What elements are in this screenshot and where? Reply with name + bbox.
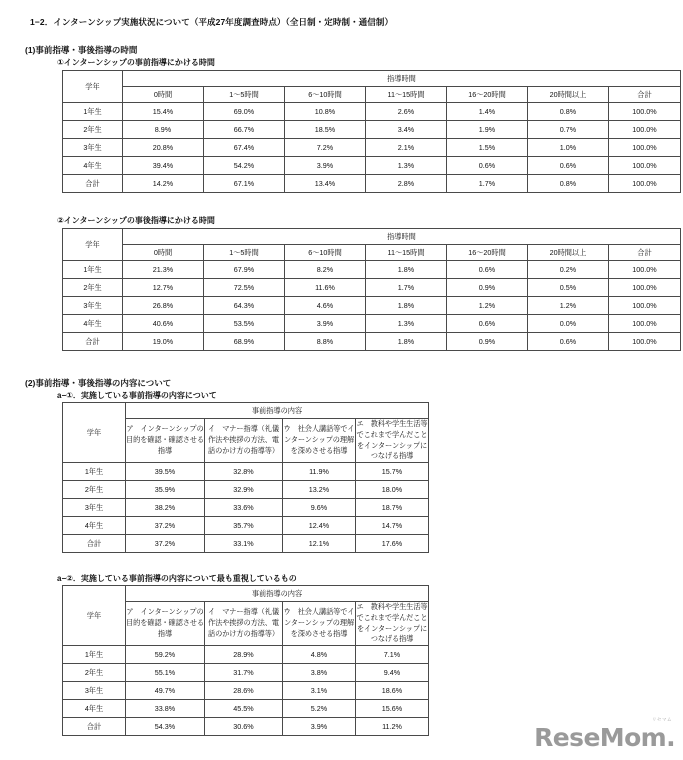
row-label: 1年生: [63, 646, 126, 664]
cell: 15.7%: [356, 463, 429, 481]
table-row: [63, 682, 429, 700]
row-label: 3年生: [63, 499, 126, 517]
table-row-total: [63, 535, 429, 553]
table-pre-guidance-hours-wrap: [62, 70, 681, 193]
cell: 21.3%: [123, 261, 204, 279]
cell: 100.0%: [609, 297, 681, 315]
row-label: 2年生: [63, 481, 126, 499]
header-cell-group: 指導時間: [123, 71, 681, 87]
cell: 12.7%: [123, 279, 204, 297]
cell: 10.8%: [285, 103, 366, 121]
header-cell-col-5: 20時間以上: [528, 245, 609, 261]
header-cell-col-0: 0時間: [123, 87, 204, 103]
header-cell-col-2: 6〜10時間: [285, 87, 366, 103]
table-header-row-group: [63, 229, 681, 245]
table-row: [63, 261, 681, 279]
table-header-row-columns: [63, 245, 681, 261]
header-cell-col-3: エ 教科や学生生活等でこれまで学んだことをインターンシップにつなげる指導: [356, 419, 429, 463]
cell: 18.5%: [285, 121, 366, 139]
cell: 1.8%: [366, 333, 447, 351]
row-label: 合計: [63, 718, 126, 736]
cell: 19.0%: [123, 333, 204, 351]
cell: 3.9%: [285, 157, 366, 175]
row-label: 4年生: [63, 157, 123, 175]
cell: 0.8%: [528, 103, 609, 121]
cell: 11.9%: [283, 463, 356, 481]
logo-wordmark: [534, 718, 675, 752]
table-row: [63, 517, 429, 535]
table-pre-guidance-priority-wrap: [62, 585, 429, 736]
table-row: [63, 297, 681, 315]
header-cell-group: 指導時間: [123, 229, 681, 245]
cell: 0.6%: [528, 157, 609, 175]
row-label: 1年生: [63, 103, 123, 121]
cell: 100.0%: [609, 315, 681, 333]
table-row: [63, 315, 681, 333]
header-cell-col-3: 11〜15時間: [366, 87, 447, 103]
cell: 67.1%: [204, 175, 285, 193]
header-cell-col-0: ア インターンシップの目的を確認・確認させる指導: [126, 419, 205, 463]
header-cell-col-1: イ マナー指導（礼儀作法や挨拶の方法、電話のかけ方の指導等）: [205, 602, 283, 646]
cell: 100.0%: [609, 333, 681, 351]
table-row: [63, 139, 681, 157]
cell: 18.7%: [356, 499, 429, 517]
cell: 37.2%: [126, 517, 205, 535]
table-row: [63, 279, 681, 297]
cell: 5.2%: [283, 700, 356, 718]
cell: 13.2%: [283, 481, 356, 499]
cell: 67.4%: [204, 139, 285, 157]
table-pre-guidance-priority: [62, 585, 429, 736]
row-label: 1年生: [63, 463, 126, 481]
section-heading-1: (1)事前指導・事後指導の時間: [25, 45, 138, 55]
table-post-guidance-hours-wrap: [62, 228, 681, 351]
table-pre-guidance-content-wrap: [62, 402, 429, 553]
header-cell-col-0: ア インターンシップの目的を確認・確認させる指導: [126, 602, 205, 646]
cell: 0.6%: [528, 333, 609, 351]
cell: 55.1%: [126, 664, 205, 682]
header-cell-col-6: 合計: [609, 245, 681, 261]
cell: 0.2%: [528, 261, 609, 279]
row-label: 4年生: [63, 315, 123, 333]
cell: 33.1%: [205, 535, 283, 553]
table-row: [63, 121, 681, 139]
header-cell-col-2: 6〜10時間: [285, 245, 366, 261]
row-label: 3年生: [63, 682, 126, 700]
table-row: [63, 463, 429, 481]
cell: 0.5%: [528, 279, 609, 297]
cell: 100.0%: [609, 157, 681, 175]
cell: 12.4%: [283, 517, 356, 535]
header-cell-group: 事前指導の内容: [126, 586, 429, 602]
table-row-total: [63, 175, 681, 193]
table-row-total: [63, 718, 429, 736]
section-heading-2: (2)事前指導・事後指導の内容について: [25, 378, 172, 388]
row-label: 4年生: [63, 517, 126, 535]
cell: 7.2%: [285, 139, 366, 157]
header-cell-col-1: 1〜5時間: [204, 87, 285, 103]
cell: 17.6%: [356, 535, 429, 553]
cell: 12.1%: [283, 535, 356, 553]
table-header-group: [63, 229, 681, 351]
cell: 3.4%: [366, 121, 447, 139]
cell: 72.5%: [204, 279, 285, 297]
table-header-row-group: [63, 403, 429, 419]
cell: 1.8%: [366, 297, 447, 315]
row-label: 2年生: [63, 121, 123, 139]
cell: 7.1%: [356, 646, 429, 664]
cell: 4.6%: [285, 297, 366, 315]
cell: 45.5%: [205, 700, 283, 718]
table-row: [63, 664, 429, 682]
logo-ruby-text: リセマム: [652, 718, 672, 723]
page-title: 1−2．インターンシップ実施状況について（平成27年度調査時点）（全日制・定時制・通信制）: [30, 17, 394, 27]
cell: 3.1%: [283, 682, 356, 700]
subsection-heading-2-1: a−①．実施している事前指導の内容について: [57, 391, 217, 400]
table-pre-guidance-content: [62, 402, 429, 553]
subsection-heading-2-2: a−②．実施している事前指導の内容について最も重視しているもの: [57, 574, 297, 583]
cell: 0.7%: [528, 121, 609, 139]
header-cell-col-1: 1〜5時間: [204, 245, 285, 261]
cell: 26.8%: [123, 297, 204, 315]
cell: 1.8%: [366, 261, 447, 279]
cell: 33.6%: [205, 499, 283, 517]
header-cell-col-1: イ マナー指導（礼儀作法や挨拶の方法、電話のかけ方の指導等）: [205, 419, 283, 463]
cell: 37.2%: [126, 535, 205, 553]
cell: 53.5%: [204, 315, 285, 333]
cell: 54.3%: [126, 718, 205, 736]
row-label: 3年生: [63, 139, 123, 157]
table-row: [63, 103, 681, 121]
table-row: [63, 700, 429, 718]
cell: 14.2%: [123, 175, 204, 193]
cell: 33.8%: [126, 700, 205, 718]
cell: 2.8%: [366, 175, 447, 193]
row-label: 2年生: [63, 279, 123, 297]
cell: 18.0%: [356, 481, 429, 499]
cell: 11.2%: [356, 718, 429, 736]
header-cell-col-4: 16〜20時間: [447, 87, 528, 103]
row-label: 2年生: [63, 664, 126, 682]
cell: 1.4%: [447, 103, 528, 121]
header-cell-year: 学年: [63, 71, 123, 103]
cell: 13.4%: [285, 175, 366, 193]
header-cell-col-6: 合計: [609, 87, 681, 103]
header-cell-col-4: 16〜20時間: [447, 245, 528, 261]
cell: 0.6%: [447, 261, 528, 279]
cell: 9.4%: [356, 664, 429, 682]
cell: 8.8%: [285, 333, 366, 351]
table-header-group: [63, 586, 429, 736]
header-cell-year: 学年: [63, 403, 126, 463]
cell: 100.0%: [609, 121, 681, 139]
header-cell-group: 事前指導の内容: [126, 403, 429, 419]
cell: 0.0%: [528, 315, 609, 333]
cell: 32.8%: [205, 463, 283, 481]
header-cell-year: 学年: [63, 229, 123, 261]
cell: 30.6%: [205, 718, 283, 736]
cell: 32.9%: [205, 481, 283, 499]
table-pre-guidance-hours: [62, 70, 681, 193]
header-cell-col-2: ウ 社会人講話等でインターンシップの理解を深めさせる指導: [283, 419, 356, 463]
table-row: [63, 646, 429, 664]
row-label: 合計: [63, 175, 123, 193]
header-cell-col-5: 20時間以上: [528, 87, 609, 103]
table-header-group: [63, 403, 429, 553]
cell: 3.9%: [283, 718, 356, 736]
cell: 1.5%: [447, 139, 528, 157]
cell: 1.3%: [366, 315, 447, 333]
cell: 64.3%: [204, 297, 285, 315]
table-row: [63, 157, 681, 175]
table-row: [63, 481, 429, 499]
table-header-group: [63, 71, 681, 193]
row-label: 1年生: [63, 261, 123, 279]
cell: 1.7%: [447, 175, 528, 193]
cell: 31.7%: [205, 664, 283, 682]
resemom-logo: [534, 716, 675, 752]
cell: 3.9%: [285, 315, 366, 333]
cell: 38.2%: [126, 499, 205, 517]
cell: 54.2%: [204, 157, 285, 175]
header-cell-col-0: 0時間: [123, 245, 204, 261]
cell: 0.8%: [528, 175, 609, 193]
cell: 39.5%: [126, 463, 205, 481]
cell: 1.9%: [447, 121, 528, 139]
table-header-row-columns: [63, 87, 681, 103]
table-row-total: [63, 333, 681, 351]
cell: 9.6%: [283, 499, 356, 517]
subsection-heading-1-1: ①インターンシップの事前指導にかける時間: [57, 58, 215, 67]
cell: 1.0%: [528, 139, 609, 157]
cell: 67.9%: [204, 261, 285, 279]
table-header-row-group: [63, 586, 429, 602]
logo-wordmark-text: ReseMom.: [534, 723, 675, 752]
header-cell-col-2: ウ 社会人講話等でインターンシップの理解を深めさせる指導: [283, 602, 356, 646]
cell: 28.9%: [205, 646, 283, 664]
cell: 4.8%: [283, 646, 356, 664]
cell: 8.2%: [285, 261, 366, 279]
cell: 35.7%: [205, 517, 283, 535]
cell: 15.4%: [123, 103, 204, 121]
cell: 100.0%: [609, 279, 681, 297]
header-cell-col-3: エ 教科や学生生活等でこれまで学んだことをインターンシップにつなげる指導: [356, 602, 429, 646]
cell: 20.8%: [123, 139, 204, 157]
cell: 35.9%: [126, 481, 205, 499]
cell: 0.9%: [447, 279, 528, 297]
cell: 100.0%: [609, 175, 681, 193]
cell: 49.7%: [126, 682, 205, 700]
cell: 18.6%: [356, 682, 429, 700]
cell: 68.9%: [204, 333, 285, 351]
cell: 2.1%: [366, 139, 447, 157]
header-cell-year: 学年: [63, 586, 126, 646]
cell: 0.6%: [447, 315, 528, 333]
cell: 59.2%: [126, 646, 205, 664]
cell: 100.0%: [609, 103, 681, 121]
row-label: 4年生: [63, 700, 126, 718]
cell: 1.7%: [366, 279, 447, 297]
cell: 8.9%: [123, 121, 204, 139]
cell: 0.9%: [447, 333, 528, 351]
cell: 1.3%: [366, 157, 447, 175]
table-header-row-group: [63, 71, 681, 87]
cell: 0.6%: [447, 157, 528, 175]
cell: 15.6%: [356, 700, 429, 718]
cell: 11.6%: [285, 279, 366, 297]
cell: 39.4%: [123, 157, 204, 175]
cell: 3.8%: [283, 664, 356, 682]
table-row: [63, 499, 429, 517]
row-label: 合計: [63, 535, 126, 553]
subsection-heading-1-2: ②インターンシップの事後指導にかける時間: [57, 216, 215, 225]
cell: 14.7%: [356, 517, 429, 535]
cell: 2.6%: [366, 103, 447, 121]
row-label: 3年生: [63, 297, 123, 315]
table-post-guidance-hours: [62, 228, 681, 351]
cell: 1.2%: [528, 297, 609, 315]
row-label: 合計: [63, 333, 123, 351]
header-cell-col-3: 11〜15時間: [366, 245, 447, 261]
cell: 100.0%: [609, 261, 681, 279]
cell: 28.6%: [205, 682, 283, 700]
cell: 100.0%: [609, 139, 681, 157]
cell: 1.2%: [447, 297, 528, 315]
cell: 69.0%: [204, 103, 285, 121]
cell: 40.6%: [123, 315, 204, 333]
cell: 66.7%: [204, 121, 285, 139]
